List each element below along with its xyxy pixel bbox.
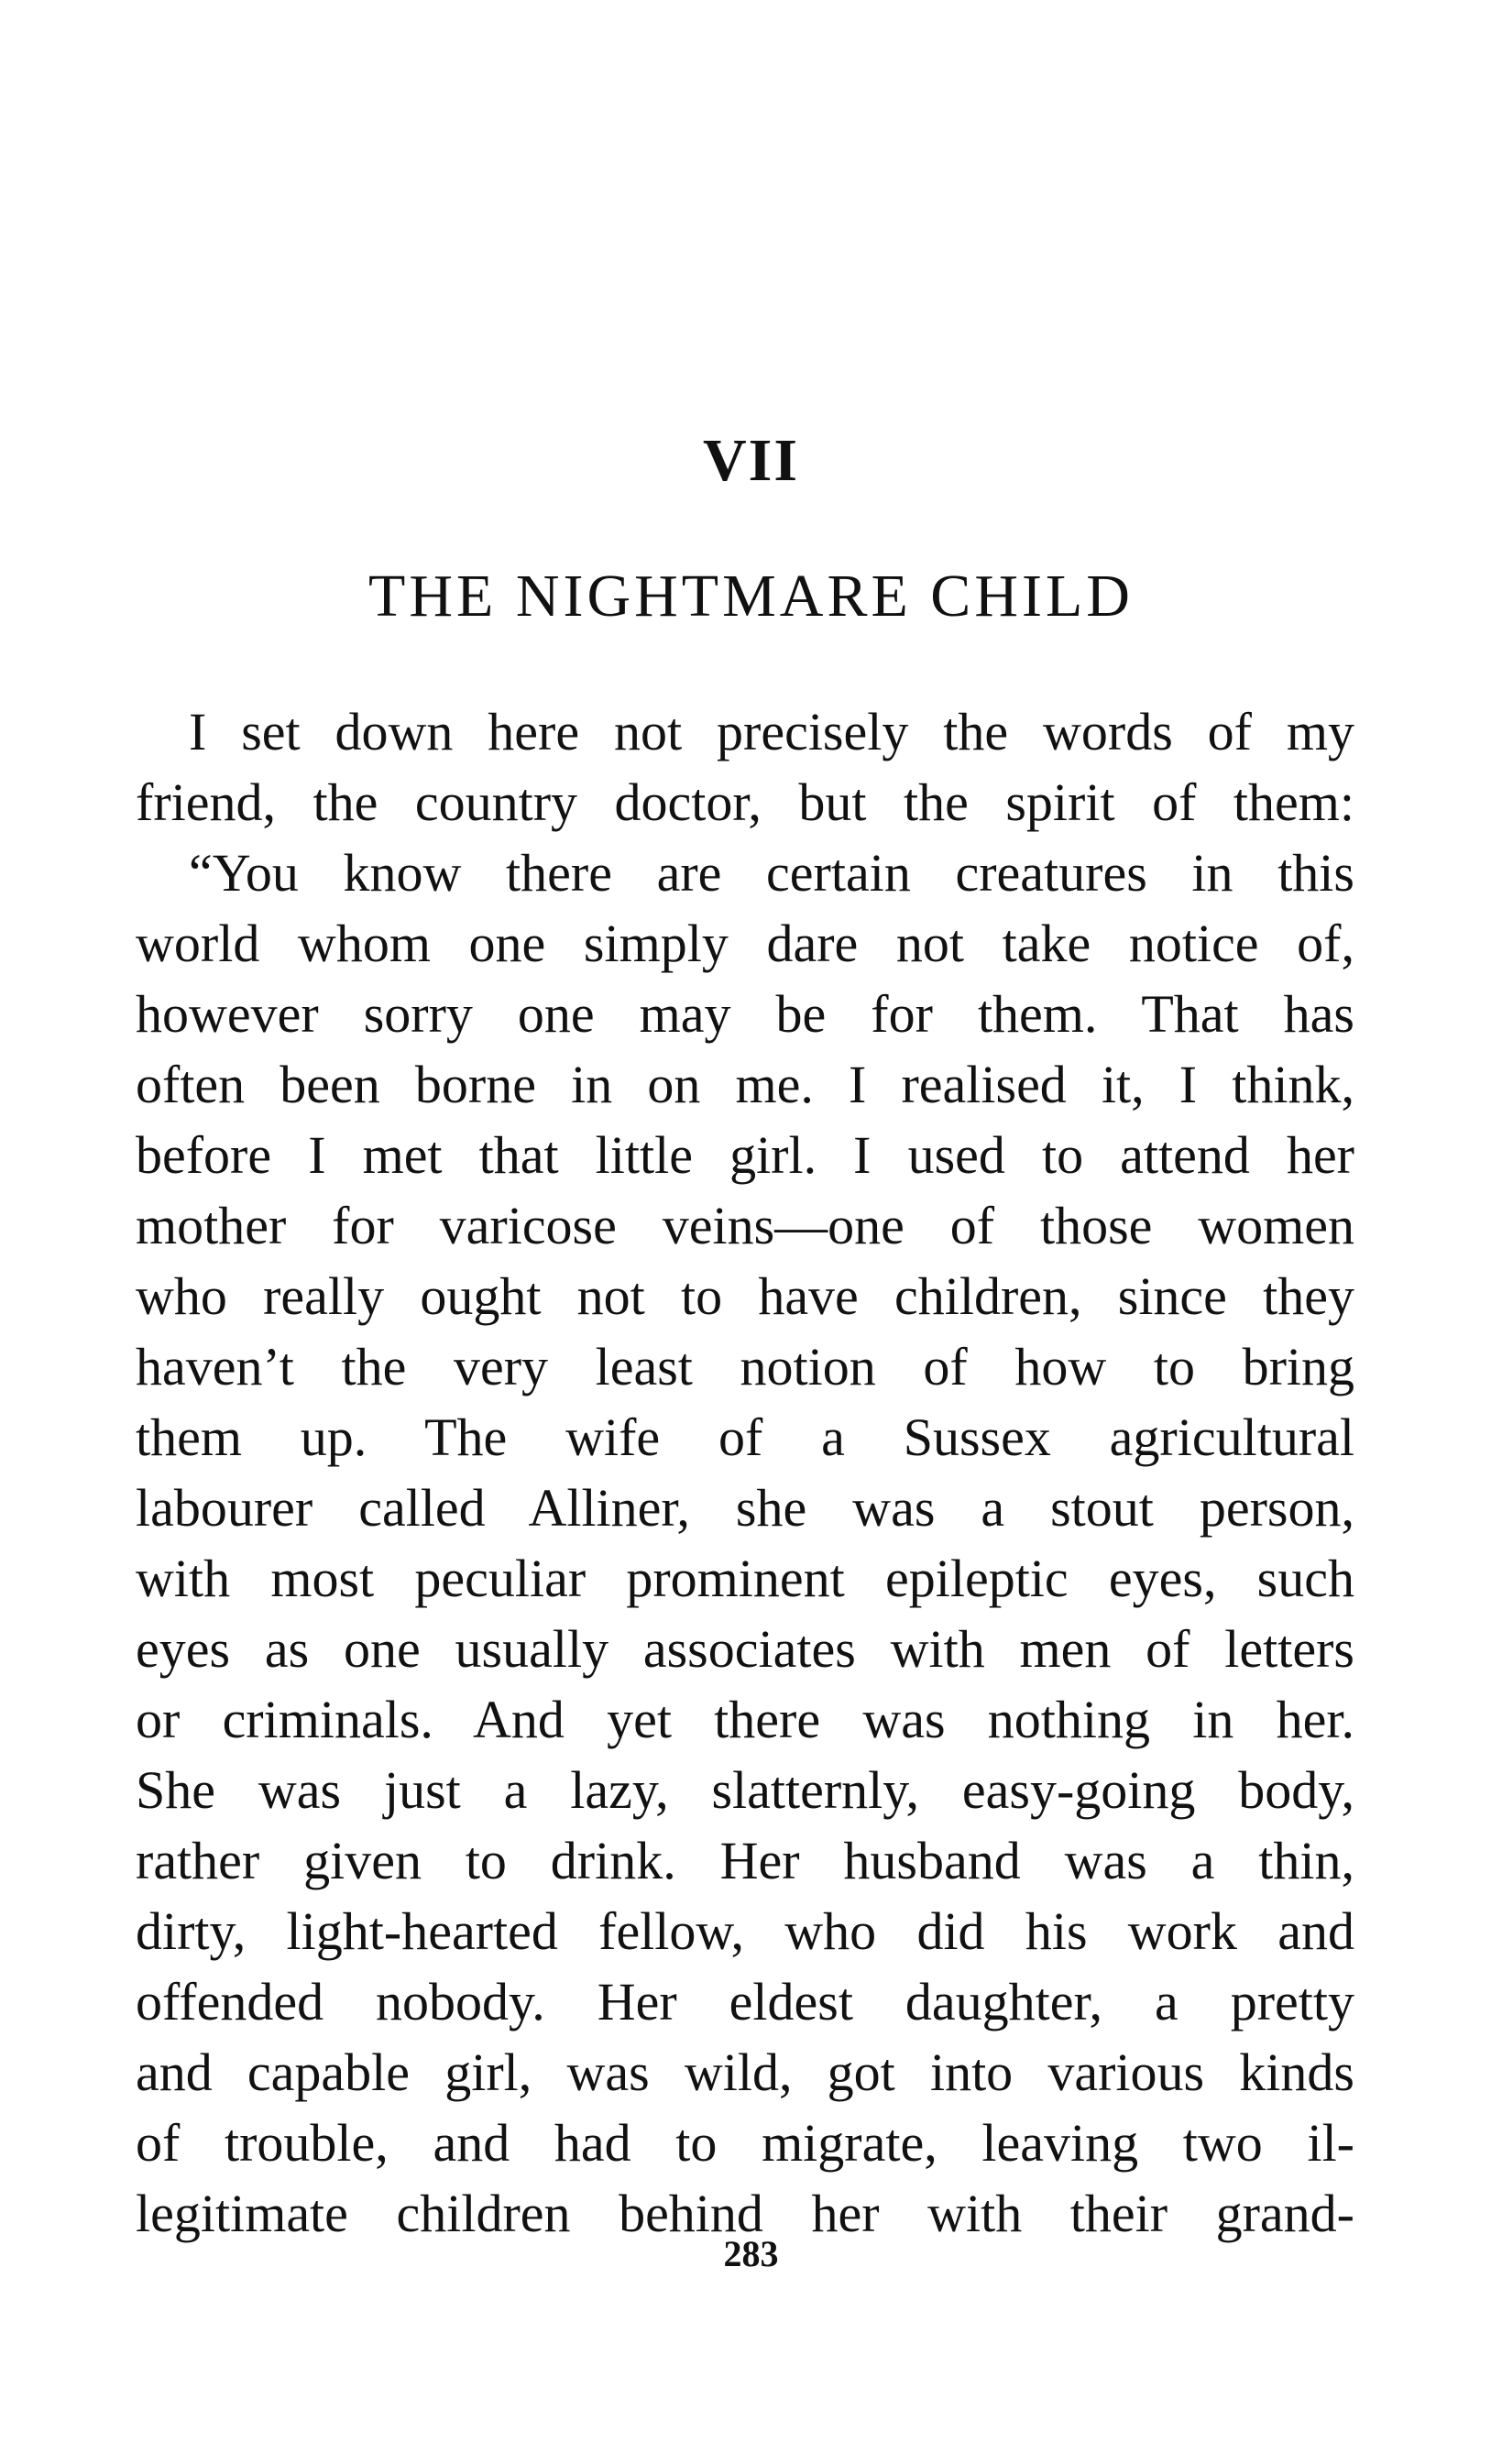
text-line: offended nobody. Her eldest daughter, a pretty	[136, 1972, 1354, 2031]
text-line: and capable girl, was wild, got into various kinds	[136, 2042, 1354, 2102]
text-line: of trouble, and had to migrate, leaving two il-	[136, 2113, 1354, 2173]
text-line: “You know there are certain creatures in this	[189, 843, 1354, 903]
text-line: labourer called Alliner, she was a stout person,	[136, 1478, 1354, 1538]
text-line: often been borne in on me. I realised it, I think,	[136, 1055, 1354, 1114]
chapter-number: VII	[702, 427, 800, 494]
text-line: before I met that little girl. I used to attend her	[136, 1125, 1354, 1185]
chapter-title: THE NIGHTMARE CHILD	[368, 563, 1134, 630]
text-line: world whom one simply dare not take notice of,	[136, 914, 1354, 973]
text-line: mother for varicose veins—one of those women	[136, 1196, 1354, 1255]
text-line: haven’t the very least notion of how to bring	[136, 1337, 1354, 1396]
page-number: 283	[723, 2233, 779, 2274]
text-line: She was just a lazy, slatternly, easy-going body,	[136, 1760, 1354, 1820]
text-line: dirty, light-hearted fellow, who did his work and	[136, 1901, 1354, 1961]
text-line: eyes as one usually associates with men of letters	[136, 1619, 1354, 1679]
text-line: legitimate children behind her with their grand-	[136, 2184, 1354, 2243]
text-line: with most peculiar prominent epileptic eyes, such	[136, 1549, 1354, 1608]
text-line: friend, the country doctor, but the spirit of them:	[136, 772, 1354, 832]
body-text	[136, 696, 1354, 2249]
text-line: I set down here not precisely the words of my	[189, 702, 1354, 761]
text-line: rather given to drink. Her husband was a thin,	[136, 1831, 1354, 1890]
text-line: or criminals. And yet there was nothing in her.	[136, 1690, 1354, 1749]
text-line: however sorry one may be for them. That has	[136, 984, 1354, 1044]
text-line: them up. The wife of a Sussex agricultural	[136, 1407, 1354, 1467]
text-line: who really ought not to have children, since they	[136, 1266, 1354, 1326]
